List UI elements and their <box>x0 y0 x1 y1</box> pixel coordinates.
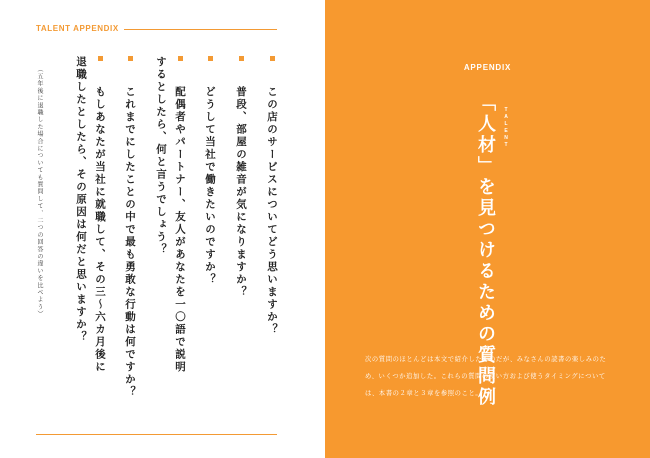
title-ruby: TALENT <box>503 107 509 149</box>
question-text: 配偶者やパートナー、友人があなたを一〇語で説明するとしたら、何と言うでしょう？ <box>155 56 186 374</box>
page-title <box>474 93 496 408</box>
footer-rule <box>36 434 277 435</box>
question-5 <box>121 56 140 399</box>
question-text: もしあなたが当社に就職して、その三〜六カ月後に退職したとしたら、その原因は何だと思いますか？ <box>75 56 106 374</box>
header-rule <box>124 29 277 30</box>
question-3 <box>201 56 220 286</box>
question-text: これまでにしたことの中で最も勇敢な行動は何ですか？ <box>124 86 136 399</box>
bullet-icon <box>270 56 275 61</box>
bullet-icon <box>208 56 213 61</box>
header-label: TALENT APPENDIX <box>36 24 119 33</box>
bullet-icon <box>98 56 103 61</box>
question-text: 普段、部屋の雑音が気になりますか？ <box>235 86 247 299</box>
question-2 <box>232 56 251 299</box>
question-6 <box>72 56 110 376</box>
question-4 <box>152 56 190 376</box>
bullet-icon <box>128 56 133 61</box>
appendix-label: APPENDIX <box>463 63 512 72</box>
question-6-note: （五年後に退職した場合についても質問して、二つの回答の違いを比べよう） <box>36 66 43 318</box>
title-text: 「人材」を見つけるための質問例 <box>475 93 496 408</box>
bullet-icon <box>178 56 183 61</box>
question-text: どうして当社で働きたいのですか？ <box>204 86 216 286</box>
bullet-icon <box>239 56 244 61</box>
question-text: この店のサービスについてどう思いますか？ <box>266 86 278 336</box>
description: 次の質問のほとんどは本文で紹介したものだが、みなさんの読書の楽しみのため、いくつか追加した。これらの質問の使い方および使うタイミングについては、本書の２章と３章を参照のこと。 <box>365 356 607 397</box>
question-1 <box>263 56 282 336</box>
